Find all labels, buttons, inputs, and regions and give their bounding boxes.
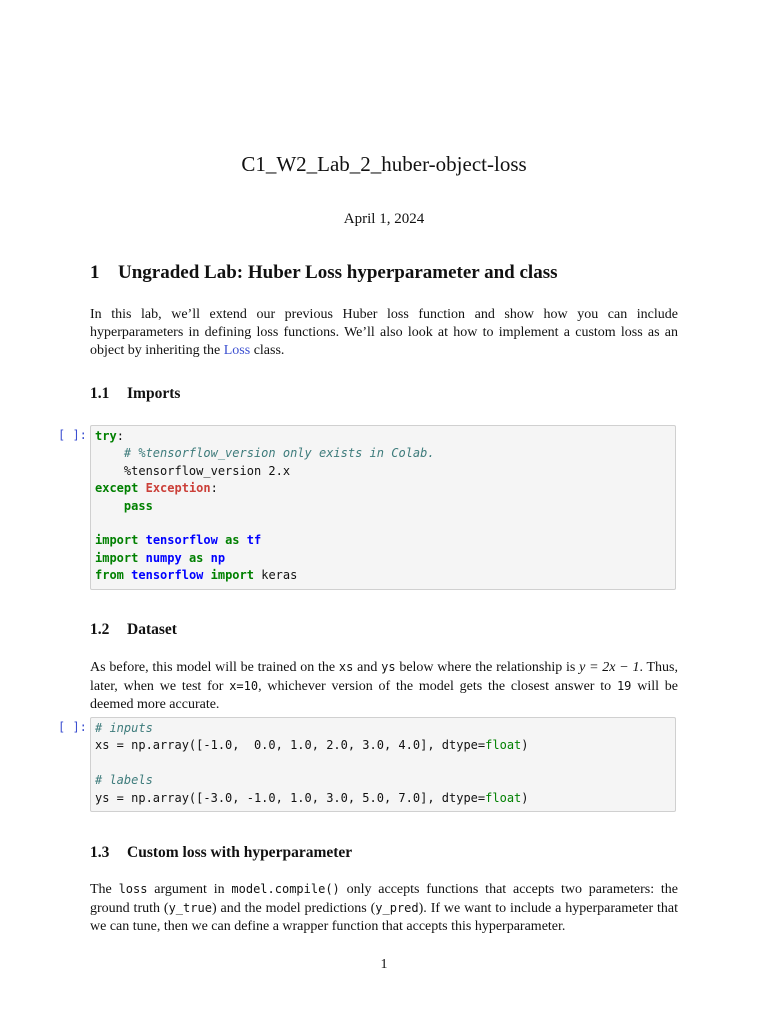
subsection-number: 1.3 [90, 844, 110, 861]
dataset-paragraph: As before, this model will be trained on the xs and ys below where the relationship is y = 2x − 1. Thus, later, when we test for x=10, whichever version of the model gets the closest answer to 19 will be deemed more accurate. [90, 660, 678, 712]
subsection-heading-dataset [90, 621, 177, 639]
cell-prompt: [ ]: [58, 720, 87, 734]
page-number: 1 [380, 957, 388, 972]
subsection-number: 1.2 [90, 621, 110, 638]
section-number: 1 [90, 262, 100, 283]
subsection-title: Dataset [127, 621, 177, 638]
cell-prompt: [ ]: [58, 428, 87, 442]
code-cell-imports[interactable] [90, 425, 676, 590]
section-heading-ungraded-lab [90, 262, 558, 284]
section-title: Ungraded Lab: Huber Loss hyperparameter and class [118, 262, 558, 283]
subsection-number: 1.1 [90, 385, 110, 402]
document-date: April 1, 2024 [343, 211, 425, 227]
code-block: # inputs xs = np.array([-1.0, 0.0, 1.0, 2.0, 3.0, 4.0], dtype=float) # labels ys = np.array([-3.0, -1.0, 1.0, 3.0, 5.0, 7.0], dtype=float) [95, 721, 529, 805]
subsection-heading-imports [90, 385, 180, 403]
intro-text-end: class. [250, 343, 285, 358]
custom-loss-paragraph: The loss argument in model.compile() only accepts functions that accepts two parameters: the ground truth (y_true) and the model predictions (y_pred). If we want to include a hyperparameter that we can tune, then we can define a wrapper function that accepts this hyperparameter. [90, 882, 679, 934]
code-cell-dataset[interactable] [90, 717, 676, 812]
subsection-heading-custom-loss [90, 844, 352, 862]
intro-paragraph [90, 306, 678, 360]
loss-link[interactable]: Loss [223, 343, 251, 358]
code-block: try: # %tensorflow_version only exists in Colab. %tensorflow_version 2.x except Exception: pass import tensorflow as tf import numpy as np from tensorflow import keras [95, 429, 435, 583]
subsection-title: Imports [127, 385, 181, 402]
document-title: C1_W2_Lab_2_huber-object-loss [241, 152, 527, 176]
intro-text: In this lab, we’ll extend our previous Huber loss function and show how you can include hyperparameters in defining loss functions. We’ll also look at how to implement a custom loss as an object by inheriting the [90, 307, 678, 358]
subsection-title: Custom loss with hyperparameter [127, 844, 353, 861]
